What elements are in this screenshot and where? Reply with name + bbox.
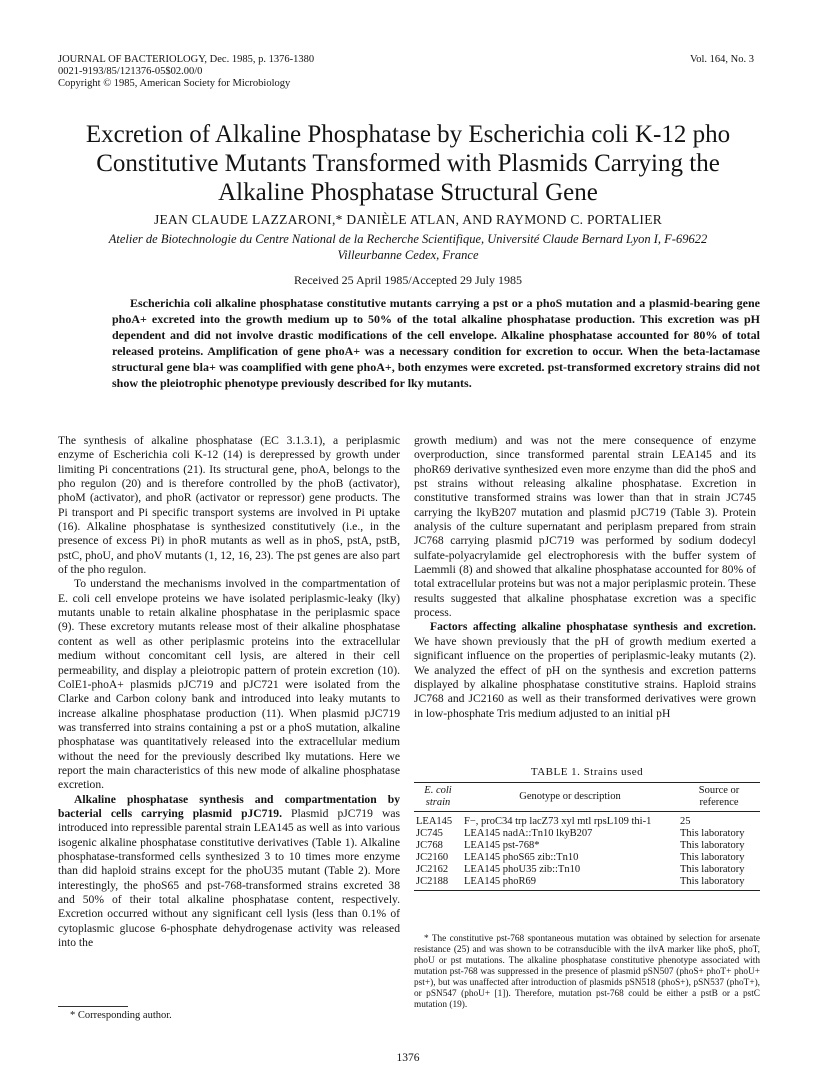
section-heading-factors: Factors affecting alkaline phosphatase synthesis and excretion. [430, 620, 756, 634]
genotype-cell: F−, proC34 trp lacZ73 xyl mtl rpsL109 thi-1 [464, 816, 652, 827]
received-dates: Received 25 April 1985/Accepted 29 July 1985 [294, 273, 522, 287]
footnote-divider [58, 1006, 128, 1007]
source-cell: 25 [680, 816, 691, 827]
table-1-caption: TABLE 1. Strains used [530, 766, 644, 778]
results-paragraph-1 [58, 793, 400, 951]
section-heading-synthesis: Alkaline phosphatase synthesis and compartmentation by bacterial cells carrying plasmid pJC719. [58, 792, 400, 820]
results-paragraph-1-text: Plasmid pJC719 was introduced into repressible parental strain LEA145 as well as into various isogenic alkaline phosphatase constitutive derivatives (Table 1). Alkaline phosphatase-transformed cells synthesized 3 to 10 times more enzyme than did haploid strains except for the phoU35 mutant (Table 2). More interestingly, the phoS65 and pst-768-transformed strains excreted 38 and 50% of their total alkaline phosphatase content, respectively. Excretion occurred without any significant cell lysis (less than 0.1% of cytoplasmic glucose 6-phosphate dehydrogenase activity was released into the [58, 806, 400, 950]
source-cell: This laboratory [680, 852, 745, 863]
source-cell: This laboratory [680, 840, 745, 851]
results-paragraph-2-text: We have shown previously that the pH of growth medium exerted a significant influence on the properties of periplasmic-leaky mutants (2). We analyzed the effect of pH on the synthesis and excretion patterns displayed by alkaline phosphatase constitutive strains. Haploid strains JC768 and JC2160 as well as their transformed derivatives were grown in low-phosphate Tris medium adjusted to an initial pH [414, 634, 756, 720]
title-line-3: Alkaline Phosphatase Structural Gene [218, 179, 598, 206]
table-1-footnote: * The constitutive pst-768 spontaneous mutation was obtained by selection for arsenate resistance (25) and was shown to be cotransducible with the ilvA marker like phoS, phoT, phoU or pst mutations. The alkaline phosphatase constitutive phenotype associated with mutation pst-768 was suppressed in the presence of plasmid pSN507 (phoS+ phoT+ phoU+ pst+), but was unaffected after introduction of plasmids pSN518 (phoS+), pSN537 (phoT+), or pSN547 (phoU+ [1]). Therefore, mutation pst-768 could be either a pstB or a pstC mutation (19). [414, 934, 760, 1010]
source-cell: This laboratory [680, 876, 745, 887]
author-list: JEAN CLAUDE LAZZARONI,* DANIÈLE ATLAN, AND RAYMOND C. PORTALIER [153, 212, 663, 227]
left-column [58, 434, 400, 950]
table-row [414, 828, 760, 840]
strains-table [414, 782, 760, 891]
affiliation [40, 231, 776, 263]
results-paragraph-2 [414, 620, 756, 720]
affiliation-line-1: Atelier de Biotechnologie du Centre National de la Recherche Scientifique, Université Claude Bernard Lyon I, F-69622 [108, 232, 708, 246]
table-row [414, 876, 760, 891]
corresponding-author-note: * Corresponding author. [70, 1010, 172, 1021]
strain-cell: JC768 [416, 840, 443, 851]
table-row [414, 812, 760, 829]
intro-paragraph-1: The synthesis of alkaline phosphatase (EC 3.1.3.1), a periplasmic enzyme of Escherichia coli K-12 (14) is derepressed by growth under limiting Pi concentrations (21). Its structural gene, phoA, belongs to the pho regulon (20) and is therefore controlled by the phoB (activator), phoM (activator), and phoR (activator or repressor) gene products. The Pi transport and Pi specific transport systems are involved in Pi uptake (16). Alkaline phosphatase is synthesized constitutively (i.e., in the presence of excess Pi) in phoR mutants as well as in phoS, pstA, pstB, pstC, phoU, and phoV mutants (1, 12, 16, 23). The pst genes are also part of the pho regulon. [58, 434, 400, 577]
right-column [414, 434, 756, 721]
genotype-cell: LEA145 pst-768* [464, 840, 540, 851]
page-number: 1376 [396, 1052, 420, 1064]
abstract: Escherichia coli alkaline phosphatase constitutive mutants carrying a pst or a phoS mutation and a plasmid-bearing gene phoA+ excreted into the growth medium up to 50% of the total alkaline phosphatase production. This excretion was pH dependent and did not involve drastic modifications of the cell envelope. Alkaline phosphatase accounted for 80% of total released proteins. Amplification of gene phoA+ was a necessary condition for excretion to occur. When the beta-lactamase structural gene bla+ was coamplified with gene phoA+, both enzymes were excreted. pst-transformed excretory strains did not show the pleiotrophic phenotype previously described for lky mutants. [112, 296, 760, 390]
header-strain: E. coli strain [424, 785, 452, 808]
strain-cell: JC2160 [416, 852, 449, 863]
genotype-cell: LEA145 phoU35 zib::Tn10 [464, 864, 581, 875]
table-row [414, 840, 760, 852]
volume-info: Vol. 164, No. 3 [690, 54, 754, 65]
header-source: Source or reference [698, 785, 740, 808]
journal-citation: JOURNAL OF BACTERIOLOGY, Dec. 1985, p. 1376-1380 [58, 54, 315, 65]
strain-cell: LEA145 [416, 816, 453, 827]
genotype-cell: LEA145 phoR69 [464, 876, 537, 887]
journal-header [58, 54, 314, 90]
strain-cell: JC2162 [416, 864, 449, 875]
genotype-cell: LEA145 phoS65 zib::Tn10 [464, 852, 579, 863]
source-cell: This laboratory [680, 864, 745, 875]
table-row [414, 852, 760, 864]
genotype-cell: LEA145 nadA::Tn10 lkyB207 [464, 828, 593, 839]
article-code: 0021-9193/85/121376-05$02.00/0 [58, 66, 203, 77]
results-paragraph-1-continued: growth medium) and was not the mere consequence of enzyme overproduction, since transformed parental strain LEA145 and its phoR69 derivative synthesized even more enzyme than did the phoS and pst strains without releasing alkaline phosphatase. Excretion in constitutive transformed strains was lower than that in strain JC745 carrying the lkyB207 mutation and plasmid pJC719 (Table 3). Protein analysis of the culture supernatant and periplasm prepared from strain JC768 carrying plasmid pJC719 was performed by sodium dodecyl sulfate-polyacrylamide gel electrophoresis with the buffer system of Laemmli (8) and showed that alkaline phosphatase accounted for 80% of total extracellular proteins but was not a major periplasmic protein. These results suggested that alkaline phosphatase excretion was a specific process. [414, 434, 757, 620]
strain-cell: JC745 [416, 828, 443, 839]
table-row [414, 864, 760, 876]
title-line-2: Constitutive Mutants Transformed with Plasmids Carrying the [96, 150, 720, 177]
copyright-line: Copyright © 1985, American Society for Microbiology [58, 78, 291, 89]
affiliation-line-2: Villeurbanne Cedex, France [337, 248, 479, 262]
title-line-1: Excretion of Alkaline Phosphatase by Escherichia coli K-12 pho [85, 121, 731, 148]
article-title [40, 120, 776, 207]
table-header-row [414, 783, 760, 812]
source-cell: This laboratory [680, 828, 745, 839]
intro-paragraph-2: To understand the mechanisms involved in the compartmentation of E. coli cell envelope proteins we have isolated periplasmic-leaky (lky) mutants unable to retain alkaline phosphatase in the periplasmic space (9). These excretory mutants release most of their alkaline phosphatase content as well as other periplasmic proteins into the extracellular medium without concomitant cell lysis, are altered in their cell permeability, and display a pleiotropic pattern of protein excretion (10). ColE1-phoA+ plasmids pJC719 and pJC721 were isolated from the Clarke and Carbon colony bank and introduced into leaky mutants to increase alkaline phosphatase production (11). When plasmid pJC719 was transferred into strains containing a pst or a phoS mutation, alkaline phosphatase was quantitatively released into the extracellular medium without the need for the previously described lky mutations. Here we report the main characteristics of this new mode of alkaline phosphatase excretion. [58, 577, 400, 792]
header-genotype: Genotype or description [519, 791, 621, 802]
strain-cell: JC2188 [416, 876, 449, 887]
